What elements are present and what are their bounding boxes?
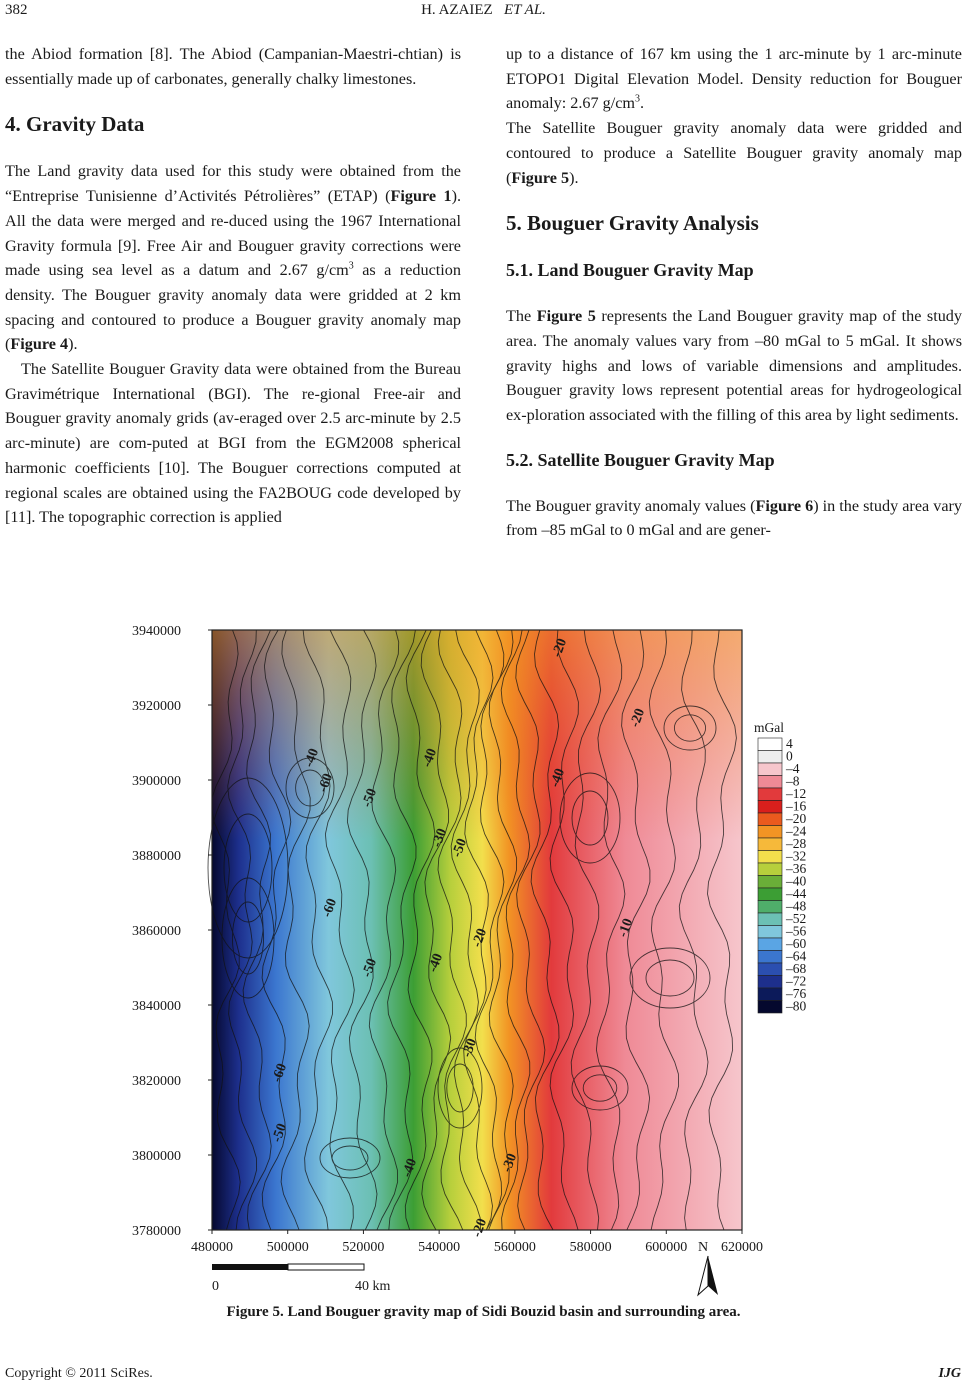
text-run: up to a distance of 167 km using the 1 arc-minute by 1 arc-minute ETOPO1 Digital Elevation Model. Density reduction for Bouguer anomaly: 2.67 g/cm [506, 45, 962, 113]
legend-swatch [758, 888, 782, 901]
legend-label: –76 [786, 986, 807, 1001]
legend-swatch [758, 813, 782, 826]
contour-label: -10 [615, 916, 637, 940]
text-run: ). [68, 335, 78, 354]
scale-bar-white [288, 1264, 364, 1270]
figure-5-ref[interactable]: Figure 5 [511, 168, 570, 187]
section-5-1-heading: 5.1. Land Bouguer Gravity Map [506, 260, 754, 281]
section-5-heading: 5. Bouguer Gravity Analysis [506, 211, 759, 236]
contour-label: -50 [359, 956, 381, 980]
gravity-data-paragraph-1 [5, 159, 461, 357]
contour-label: -40 [547, 766, 569, 790]
contour-label: -60 [315, 771, 337, 795]
contour-label: -30 [499, 1151, 521, 1175]
legend-label: –80 [786, 998, 807, 1014]
page-number: 382 [5, 2, 28, 18]
contour-label: -40 [301, 746, 323, 770]
legend-label: –28 [786, 836, 807, 851]
legend-swatch [758, 851, 782, 864]
legend-label: –60 [786, 936, 807, 951]
legend-label: –48 [786, 898, 807, 914]
figure-4-ref[interactable]: Figure 4 [10, 335, 69, 354]
contour-label: -40 [399, 1156, 421, 1180]
legend-swatch [758, 913, 782, 926]
x-tick-label: 540000 [418, 1240, 461, 1255]
contour-label: -50 [269, 1121, 291, 1145]
legend-swatch [758, 876, 782, 889]
contour-label: -30 [429, 826, 451, 850]
north-label: N [698, 1240, 709, 1255]
x-tick-label: 600000 [645, 1240, 688, 1255]
contour-label: -20 [549, 636, 571, 660]
figure-caption: Figure 5. Land Bouguer gravity map of Sidi Bouzid basin and surrounding area. [226, 1304, 741, 1320]
gravity-map-svg [130, 618, 824, 1298]
x-tick-label: 560000 [493, 1240, 536, 1255]
legend-swatch [758, 826, 782, 839]
text-run: ) in the study area vary from –85 mGal to 0 mGal and are gener- [506, 496, 962, 540]
legend-label: –72 [786, 973, 807, 989]
legend-swatch [758, 976, 782, 989]
legend-label: –68 [786, 961, 807, 976]
gravity-data-paragraph-2: The Satellite Bouguer Gravity data were obtained from the Bureau Gravimétrique International (BGI). The re-gional Free-air and Bouguer gravity anomaly grids (av-eraged over 2.5 arc-minute by 2.5 arc-minute) are com-puted at BGI from the EGM2008 spherical harmonic coefficients [10]. The Bouguer corrections computed at regional scales are obtained using the FA2BOUG code developed by [11]. The topographic correction is applied [5, 360, 461, 527]
x-tick-label: 520000 [342, 1240, 385, 1255]
legend-label: –36 [786, 861, 807, 876]
header-et-al: ET AL. [503, 2, 546, 18]
text-run: as a reduction density. The Bouguer gravity anomaly data were gridded at 2 km spacing and contoured to produce a Bouguer gravity anomaly map ( [5, 261, 461, 354]
legend-label: 0 [786, 748, 793, 764]
legend-label: –20 [786, 811, 807, 826]
figure-6-ref[interactable]: Figure 6 [755, 496, 814, 515]
scale-bar-black [212, 1264, 288, 1270]
contour-label: -20 [469, 926, 491, 950]
footer-copyright: Copyright © 2011 SciRes. [5, 1366, 153, 1381]
y-tick-label: 3820000 [132, 1074, 181, 1089]
satellite-paragraph [506, 116, 962, 190]
legend-swatch [758, 963, 782, 976]
legend-swatch [758, 938, 782, 951]
legend-swatch [758, 1001, 782, 1014]
contour-label: -40 [419, 746, 441, 770]
header-authors: H. AZAIEZ [421, 2, 493, 18]
y-tick-label: 3940000 [132, 624, 181, 639]
land-map-paragraph [506, 304, 962, 428]
scale-bar [212, 1264, 391, 1294]
running-header [0, 2, 967, 19]
legend-swatch [758, 788, 782, 801]
text-run: The Satellite Bouguer gravity anomaly data were gridded and contoured to produce a Satellite Bouguer gravity anomaly map ( [506, 119, 962, 187]
intro-paragraph: the Abiod formation [8]. The Abiod (Campanian-Maestri-chtian) is essentially made up of carbonates, generally chalky limestones. [5, 45, 461, 88]
superscript: 3 [348, 260, 354, 272]
legend-label: –56 [786, 923, 807, 939]
y-tick-label: 3840000 [132, 999, 181, 1014]
legend-swatch [758, 763, 782, 776]
x-tick-label: 480000 [191, 1240, 233, 1255]
legend-label: –4 [786, 761, 800, 776]
scale-start-label: 0 [212, 1279, 219, 1294]
legend-swatch [758, 901, 782, 914]
scale-end-label: 40 km [355, 1279, 391, 1294]
legend-label: –16 [786, 798, 807, 814]
legend-swatch [758, 988, 782, 1001]
legend-swatch [758, 863, 782, 876]
x-tick-label: 620000 [721, 1240, 763, 1255]
north-arrow-left [698, 1256, 708, 1295]
y-tick-label: 3800000 [132, 1149, 181, 1164]
contour-label: -20 [469, 1216, 491, 1240]
text-run: ). [569, 168, 579, 187]
x-tick-label: 580000 [569, 1240, 612, 1255]
contour-label: -20 [627, 706, 649, 730]
text-run: represents the Land Bouguer gravity map of the study area. The anomaly values vary from –80 mGal to 5 mGal. It shows gravity highs and lows of variable dimensions and amplitudes. Bouguer gravity lows represent potential areas for hydrogeological ex-ploration associated with the filling of this area by light sediments. [506, 307, 962, 425]
contour-label: -50 [359, 786, 381, 810]
footer-journal: IJG [938, 1366, 961, 1381]
legend-swatch [758, 801, 782, 814]
text-run: The [506, 307, 537, 326]
contour-label: -40 [425, 951, 447, 975]
etopo-paragraph [506, 42, 962, 116]
legend-swatch [758, 951, 782, 964]
superscript: 3 [635, 94, 641, 106]
legend-unit: mGal [754, 720, 784, 735]
text-run: . [640, 94, 645, 113]
north-arrow [698, 1240, 718, 1295]
figure-1-ref[interactable]: Figure 1 [390, 187, 452, 206]
y-tick-label: 3920000 [132, 699, 181, 714]
legend-swatch [758, 776, 782, 789]
legend-swatch [758, 926, 782, 939]
contour-label: -30 [459, 1036, 481, 1060]
gravity-map-figure [130, 618, 824, 1298]
legend-label: –8 [786, 773, 800, 789]
north-arrow-right [708, 1256, 718, 1295]
x-tick-label: 500000 [266, 1240, 309, 1255]
y-tick-label: 3780000 [132, 1224, 181, 1239]
text-run: ). All the data were merged and re-duced using the 1967 International Gravity formula [9]. Free Air and Bouguer gravity corrections were made using sea level as a datum and 2.67 g/cm [5, 187, 461, 280]
legend-label: –44 [786, 886, 807, 901]
section-4-heading: 4. Gravity Data [5, 112, 145, 137]
text-run: The Land gravity data used for this study were obtained from the “Entreprise Tunisienne d’Activités Pétrolières” (ETAP) ( [5, 162, 461, 206]
y-tick-label: 3900000 [132, 774, 181, 789]
legend-swatch [758, 838, 782, 851]
legend-label: –40 [786, 873, 807, 889]
legend-label: –24 [786, 823, 807, 839]
legend-label: –52 [786, 911, 807, 926]
legend-label: 4 [786, 736, 793, 751]
left-column [5, 42, 461, 530]
legend-label: –64 [786, 948, 807, 964]
legend-swatch [758, 751, 782, 764]
y-tick-label: 3880000 [132, 849, 181, 864]
satellite-map-paragraph [506, 494, 962, 543]
legend-label: –32 [786, 848, 807, 864]
legend-swatch [758, 738, 782, 751]
text-run: The Bouguer gravity anomaly values ( [506, 496, 756, 515]
right-column [506, 42, 962, 543]
contour-label: -60 [269, 1061, 291, 1085]
figure-5-ref[interactable]: Figure 5 [536, 307, 596, 326]
contour-label: -60 [319, 896, 341, 920]
section-5-2-heading: 5.2. Satellite Bouguer Gravity Map [506, 449, 775, 470]
legend-label: –12 [786, 786, 807, 801]
y-tick-label: 3860000 [132, 924, 181, 939]
contour-label: -50 [449, 836, 471, 860]
